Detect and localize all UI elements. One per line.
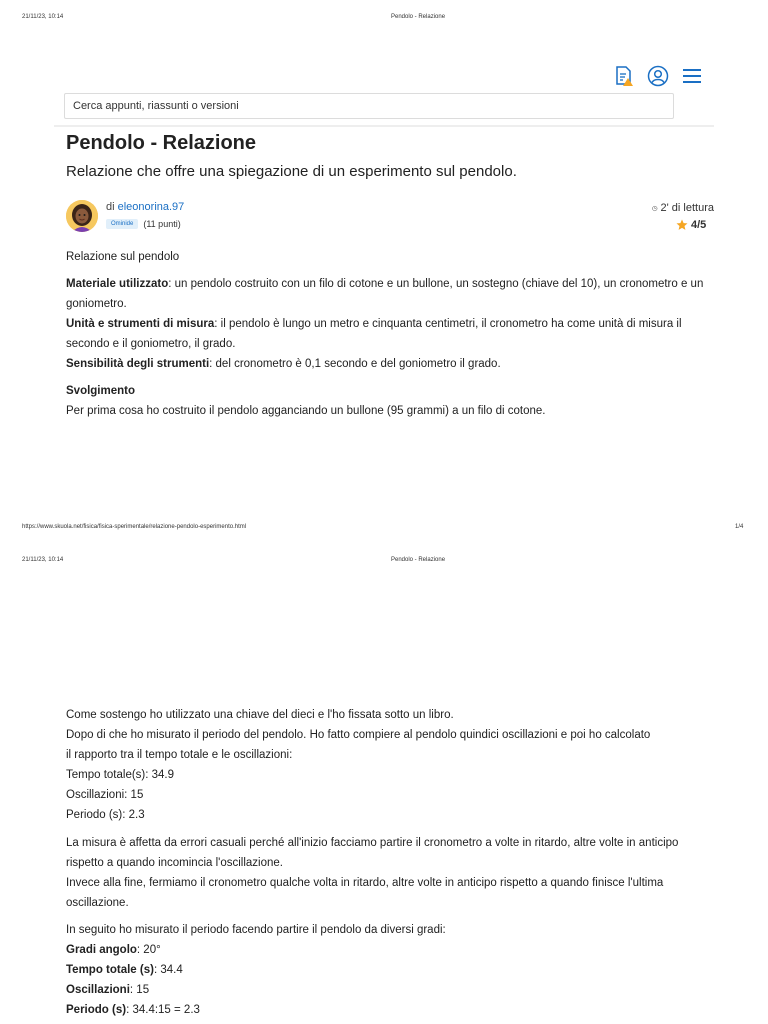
sensitivity-text: : del cronometro è 0,1 secondo e del goniometro il grado. [209, 358, 501, 370]
text-line: Come sostengo ho utilizzato una chiave del dieci e l'ho fissata sotto un libro. [66, 709, 454, 721]
period-line: Periodo (s): 2.3 [66, 809, 145, 821]
procedure-text: Per prima cosa ho costruito il pendolo agganciando un bullone (95 grammi) a un filo di cotone. [66, 405, 546, 417]
author-line [106, 201, 184, 213]
time-line [66, 960, 716, 980]
print-datetime-page2: 21/11/23, 10:14 [22, 557, 64, 563]
error-paragraph-2: Invece alla fine, fermiamo il cronometro qualche volta in ritardo, altre volte in anticipo rispetto a quando finisce l'ultima oscillazione. [66, 877, 664, 909]
oscillation-label: Oscillazioni [66, 984, 130, 996]
search-input[interactable]: Cerca appunti, riassunti o versioni [64, 93, 674, 119]
hamburger-menu-icon[interactable] [680, 64, 704, 88]
text-line: il rapporto tra il tempo totale e le oscillazioni: [66, 749, 293, 761]
rating [676, 219, 706, 231]
rating-value: 4/5 [691, 219, 707, 231]
materials-label: Materiale utilizzato [66, 278, 169, 290]
oscillations-line: Oscillazioni: 15 [66, 789, 144, 801]
author-points: (11 punti) [143, 219, 181, 229]
angle-label: Gradi angolo [66, 944, 137, 956]
text-line: In seguito ho misurato il periodo facendo partire il pendolo da diversi gradi: [66, 924, 446, 936]
clock-icon [652, 203, 658, 214]
period-value: : 34.4:15 = 2.3 [126, 1004, 200, 1016]
author-meta [106, 219, 181, 229]
procedure-heading: Svolgimento [66, 385, 136, 397]
units-label: Unità e strumenti di misura [66, 318, 215, 330]
author-link[interactable]: eleonorina.97 [117, 201, 185, 213]
materials-text: : un pendolo costruito con un filo di cotone e un bullone, un sostegno (chiave del 10), un cronometro e un goniometro. [66, 278, 704, 310]
materials-paragraph [66, 274, 716, 374]
text-line: Dopo di che ho misurato il periodo del pendolo. Ho fatto compiere al pendolo quindici oscillazioni e poi ho calcolato [66, 729, 651, 741]
time-value: : 34.4 [153, 964, 183, 976]
oscillation-line [66, 980, 716, 1000]
print-doc-title: Pendolo - Relazione [391, 14, 446, 20]
period-label: Periodo (s) [66, 1004, 127, 1016]
angle-measurement [66, 920, 716, 1020]
page-subtitle: Relazione che offre una spiegazione di un esperimento sul pendolo. [66, 163, 517, 180]
print-datetime: 21/11/23, 10:14 [22, 14, 64, 20]
error-paragraph: La misura è affetta da errori casuali perché all'inizio facciamo partire il cronometro a volte in ritardo, altre volte in anticipo rispetto a quando incomincia l'oscillazione. [66, 837, 679, 869]
units-text: : il pendolo è lungo un metro e cinquanta centimetri, il cronometro ha come unità di misura il secondo e il goniometro, il grado. [66, 318, 682, 350]
procedure-block [66, 381, 716, 421]
section-heading: Relazione sul pendolo [66, 251, 180, 263]
author-prefix: di [106, 201, 115, 213]
document-note-icon[interactable] [612, 64, 636, 88]
reading-time [652, 202, 714, 214]
avatar[interactable] [66, 200, 98, 232]
user-icon[interactable] [646, 64, 670, 88]
print-url: https://www.skuola.net/fisica/fisica-sperimentale/relazione-pendolo-esperimento.html [22, 524, 247, 530]
header-icons [612, 64, 704, 88]
reading-time-text: 2' di lettura [660, 202, 714, 214]
total-time-line: Tempo totale(s): 34.9 [66, 769, 175, 781]
print-page-number: 1/4 [735, 524, 744, 530]
page-title: Pendolo - Relazione [66, 132, 257, 154]
time-label: Tempo totale (s) [66, 964, 154, 976]
star-icon [676, 219, 688, 231]
divider [54, 125, 714, 127]
rank-badge: Ominide [106, 219, 138, 229]
angle-line [66, 940, 716, 960]
angle-value: : 20° [136, 944, 161, 956]
sensitivity-label: Sensibilità degli strumenti [66, 358, 210, 370]
print-doc-title-page2: Pendolo - Relazione [391, 557, 446, 563]
oscillation-value: : 15 [129, 984, 150, 996]
period-result-line [66, 1000, 716, 1020]
measurement-paragraph [66, 705, 716, 825]
